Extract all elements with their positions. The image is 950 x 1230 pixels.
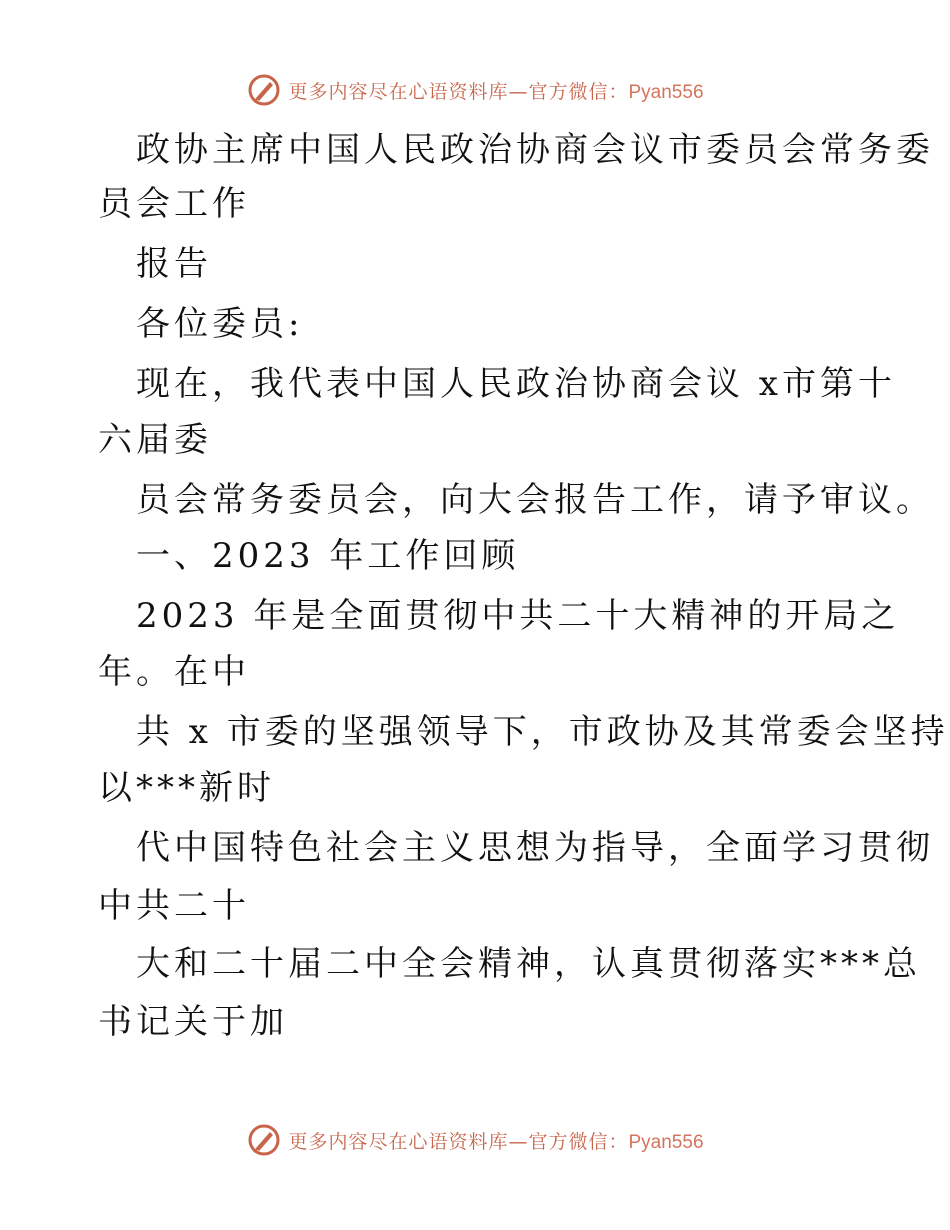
paragraph-line: 2023 年是全面贯彻中共二十大精神的开局之 (136, 596, 900, 636)
paragraph-line: 中共二十 (98, 886, 250, 926)
paragraph-line: 报告 (136, 244, 212, 284)
paragraph-line: 政协主席中国人民政治协商会议市委员会常务委 (136, 130, 934, 170)
paragraph-line: 代中国特色社会主义思想为指导，全面学习贯彻 (136, 828, 934, 868)
watermark-text: 更多内容尽在心语资料库—官方微信： (288, 1130, 629, 1153)
footer-watermark (0, 1120, 950, 1160)
paragraph-line: 六届委 (98, 420, 212, 460)
paragraph-line: 书记关于加 (98, 1002, 288, 1042)
paragraph-line: 员会工作 (98, 184, 250, 224)
pen-circle-logo-icon (246, 72, 282, 108)
paragraph-line: 现在，我代表中国人民政治协商会议 x市第十 (136, 364, 896, 404)
paragraph-line: 员会常务委员会，向大会报告工作，请予审议。 (136, 480, 934, 520)
paragraph-line: 以***新时 (98, 768, 275, 808)
watermark-text: 更多内容尽在心语资料库—官方微信： (288, 80, 629, 103)
pen-circle-logo-icon (246, 1122, 282, 1158)
paragraph-line: 大和二十届二中全会精神，认真贯彻落实***总 (136, 944, 921, 984)
paragraph-line: 年。在中 (98, 652, 250, 692)
header-watermark (0, 70, 950, 110)
paragraph-line: 一、2023 年工作回顾 (136, 536, 520, 576)
watermark-wechat-id: Pyan556 (628, 81, 704, 103)
paragraph-line: 共 x 市委的坚强领导下，市政协及其常委会坚持 (136, 712, 949, 752)
paragraph-line: 各位委员: (136, 304, 304, 344)
watermark-wechat-id: Pyan556 (628, 1131, 704, 1153)
